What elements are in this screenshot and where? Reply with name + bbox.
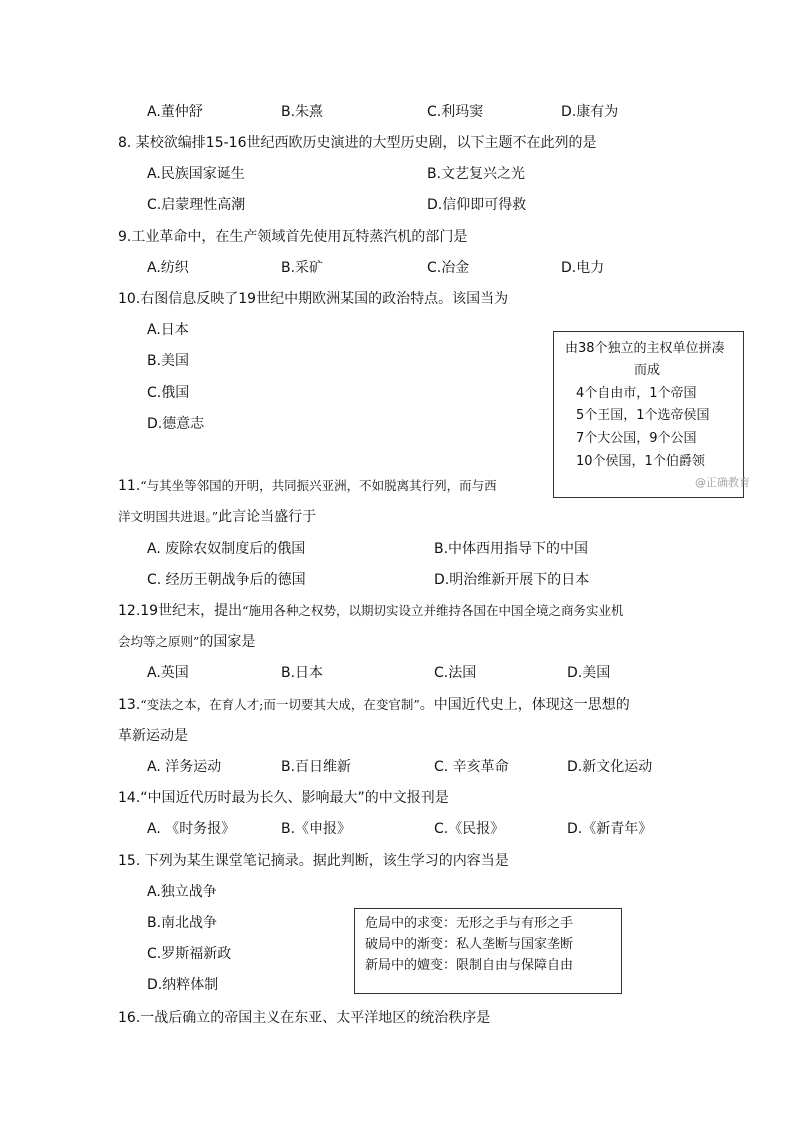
q13-line-1: [118, 695, 630, 715]
q13-option-b: B.百日维新: [281, 759, 352, 775]
q10-info-box: [553, 331, 744, 498]
q13-suffix: 。中国近代史上，体现这一思想的: [419, 697, 630, 713]
q9-option-a: A.纺织: [147, 260, 189, 276]
q12-option-b: B.日本: [281, 665, 324, 681]
q15-stem: 15. 下列为某生课堂笔记摘录。据此判断，该生学习的内容当是: [118, 853, 509, 869]
q13-prefix: 13.: [118, 697, 141, 713]
q14-option-a: A. 《时务报》: [147, 821, 236, 837]
q12-quote-1: “施用各种之权势，以期切实设立并维持各国在中国全境之商务实业机: [242, 603, 624, 618]
q10-option-a: A.日本: [147, 322, 189, 338]
q11-quote-1: “与其坐等邻国的开明，共同振兴亚洲，不如脱离其行列，而与西: [140, 478, 497, 493]
q15-note-3: 新局中的嬗变：限制自由与保障自由: [365, 958, 574, 973]
q12-line-1: [118, 601, 624, 621]
q10-box-line-1: 4个自由市，1个帝国: [576, 386, 697, 401]
q7-option-b: B.朱熹: [281, 104, 324, 120]
q11-line-2: [118, 507, 316, 527]
q15-note-1: 危局中的求变：无形之手与有形之手: [365, 916, 574, 931]
q8-option-b: B.文艺复兴之光: [427, 166, 526, 182]
q10-box-title-2: 而成: [634, 363, 661, 378]
q13-line-2: 革新运动是: [118, 728, 188, 744]
q11-option-d: D.明治维新开展下的日本: [434, 572, 590, 588]
q15-option-a: A.独立战争: [147, 884, 217, 900]
q11-quote-2: 洋文明国共进退。”: [118, 509, 219, 524]
q12-suffix: 的国家是: [199, 634, 256, 650]
q10-box-line-4: 10个侯国，1个伯爵领: [576, 454, 705, 469]
q14-option-b: B.《申报》: [281, 821, 352, 837]
q8-option-d: D.信仰即可得救: [427, 197, 527, 213]
q15-notes-box: [354, 908, 622, 994]
q9-option-c: C.冶金: [427, 260, 470, 276]
q15-option-c: C.罗斯福新政: [147, 946, 232, 962]
q14-option-d: D.《新青年》: [567, 821, 653, 837]
q14-option-c: C.《民报》: [434, 821, 505, 837]
q9-stem: 9.工业革命中，在生产领域首先使用瓦特蒸汽机的部门是: [118, 229, 468, 245]
q9-option-d: D.电力: [561, 260, 605, 276]
q7-option-c: C.利玛窦: [427, 104, 484, 120]
q7-option-a: A.董仲舒: [147, 104, 203, 120]
q12-prefix: 12.19世纪末，提出: [118, 603, 243, 619]
q10-box-title-1: 由38个独立的主权单位拼凑: [565, 341, 725, 356]
q8-stem: 8. 某校欲编排15-16世纪西欧历史演进的大型历史剧，以下主题不在此列的是: [118, 135, 597, 151]
q10-box-line-2: 5个王国，1个选帝侯国: [576, 408, 710, 423]
q10-stem: 10.右图信息反映了19世纪中期欧洲某国的政治特点。该国当为: [118, 291, 509, 307]
q12-option-d: D.美国: [567, 665, 611, 681]
q16-stem: 16.一战后确立的帝国主义在东亚、太平洋地区的统治秩序是: [118, 1010, 491, 1026]
q12-line-2: [118, 632, 255, 652]
q11-suffix: 此言论当盛行于: [218, 509, 317, 525]
q13-option-a: A. 洋务运动: [147, 759, 222, 775]
q10-box-line-3: 7个大公国，9个公国: [576, 431, 697, 446]
q11-option-c: C. 经历王朝战争后的德国: [147, 572, 306, 588]
q13-quote: “变法之本，在育人才;而一切要其大成，在变官制”: [140, 697, 420, 712]
q15-note-2: 破局中的渐变：私人垄断与国家垄断: [365, 937, 574, 952]
q9-option-b: B.采矿: [281, 260, 324, 276]
q11-option-a: A. 废除农奴制度后的俄国: [147, 541, 306, 557]
q12-option-c: C.法国: [434, 665, 477, 681]
q10-option-b: B.美国: [147, 353, 190, 369]
q10-option-d: D.德意志: [147, 416, 205, 432]
q11-option-b: B.中体西用指导下的中国: [434, 541, 589, 557]
q12-option-a: A.英国: [147, 665, 189, 681]
q10-option-c: C.俄国: [147, 385, 190, 401]
q15-option-d: D.纳粹体制: [147, 977, 219, 993]
q8-option-c: C.启蒙理性高潮: [147, 197, 246, 213]
q12-quote-2: 会均等之原则”: [118, 634, 200, 649]
q13-option-d: D.新文化运动: [567, 759, 653, 775]
q11-line-1: [118, 476, 497, 496]
q11-prefix: 11.: [118, 478, 141, 494]
q15-option-b: B.南北战争: [147, 915, 218, 931]
q13-option-c: C. 辛亥革命: [434, 759, 509, 775]
q8-option-a: A.民族国家诞生: [147, 166, 245, 182]
watermark: @正确教育: [695, 476, 750, 489]
q7-option-d: D.康有为: [561, 104, 619, 120]
q14-stem: 14.“中国近代历时最为长久、影响最大”的中文报刊是: [118, 790, 449, 806]
